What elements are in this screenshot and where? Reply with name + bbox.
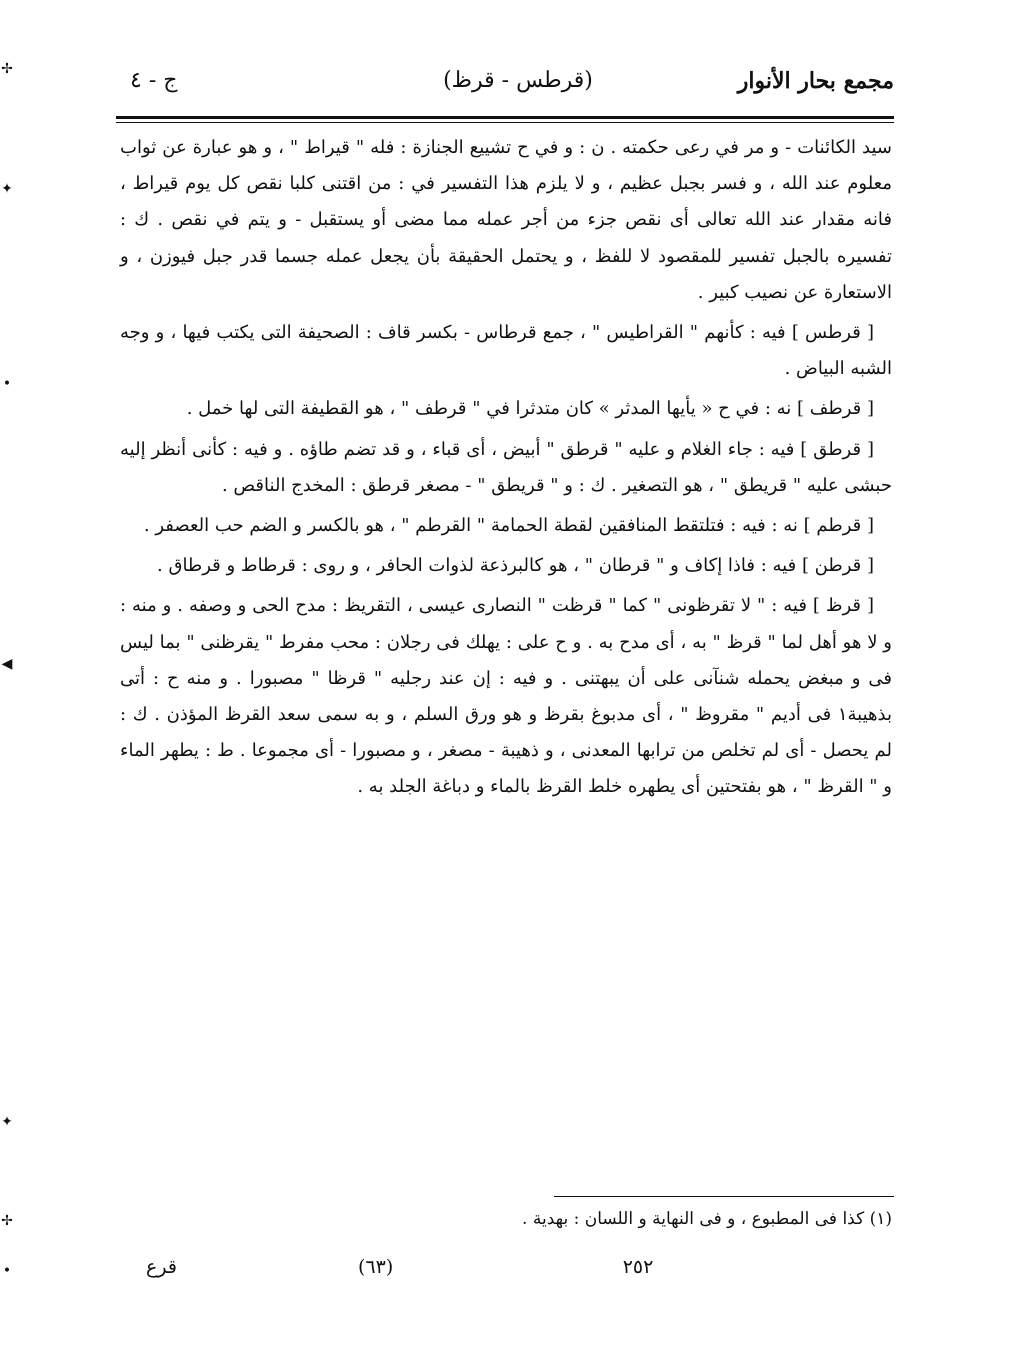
text-line: و يحتمل الحقيقة بأن يجعل عمله جسما قدر جبل فيوزن ، و الاستعارة عن نصيب كبير .: [120, 245, 892, 303]
page-footer: [118, 1256, 894, 1292]
margin-mark-icon: ✦: [1, 1114, 13, 1130]
main-text: [120, 130, 892, 1190]
margin-mark-icon: •: [2, 1263, 12, 1279]
footnote-rule: [554, 1196, 894, 1197]
page-header: [118, 68, 894, 112]
entry-qartaf: [ قرطف ] نه : في ح « يأيها المدثر » كان متدثرا في " قرطف " ، هو القطيفة التى لها خمل .: [186, 398, 874, 420]
text-line: و هو عبارة عن ثواب معلوم عند الله ، و فسر بجبل عظيم ، و لا يلزم هذا التفسير في :: [120, 137, 893, 195]
entry-qaraz: [ قرظ ] فيه : " لا تقرظونى " كما " قرظت " النصارى عيسى ، التقريظ : مدح الحى و وصفه . و منه : و لا هو أهل لما " قرظ " به ، أى مدح به . و ح على : يهلك فى رجلان : محب مفرط " يقرظنى " بما ليس فى و مبغض يحمله شنآنى على أن يبهتنى . و فيه : إن عند رجليه " قرظا " مصبورا . و منه ح : أتى بذهيبة١ فى أديم " مقروظ " ، أى مدبوغ بقرظ و هو ورق السلم ، و به سمى سعد القرظ المؤذن . ك : لم يحصل - أى لم تخلص من ترابها المعدنى ، و ذهيبة - مصغر ، و مصبورا - أى مجموعا . ط : يطهر الماء و " القرظ " ، هو بفتحتين أى يطهره خلط القرظ بالماء و دباغة الجلد به .: [120, 595, 892, 798]
margin-mark-icon: ◀: [1, 656, 13, 672]
section-title: (قرطس - قرظ): [443, 68, 593, 93]
header-rule-thin: [116, 122, 894, 123]
margin-mark-icon: •: [2, 376, 12, 392]
text-line: عمله مما مضى أو يستقبل - و يتم في نقص . ك : تفسيره بالجبل تفسير للمقصود لا للفظ ،: [120, 209, 892, 267]
header-rule-thick: [116, 116, 894, 119]
footnote: (١) كذا فى المطبوع ، و فى النهاية و اللسان : بهدية .: [522, 1209, 892, 1229]
book-title: مجمع بحار الأنوار: [737, 68, 894, 94]
entry-qirtas: [ قرطس ] فيه : كأنهم " القراطيس " ، جمع قرطاس - بكسر قاف : الصحيفة التى يكتب فيها ، و وجه الشبه البياض .: [120, 322, 892, 380]
margin-mark-icon: ✢: [1, 1213, 13, 1229]
opening-paragraph: [120, 130, 892, 311]
catchword: قرع: [146, 1256, 177, 1278]
entry-qirtim: [ قرطم ] نه : فيه : فتلتقط المنافقين لقطة الحمامة " القرطم " ، هو بالكسر و الضم حب العصفر .: [143, 515, 874, 537]
volume-label: ج - ٤: [130, 68, 178, 93]
text-line: سيد الكائنات - و مر في رعى حكمته . ن : و في ح تشييع الجنازة : فله " قيراط " ،: [278, 137, 892, 158]
page-number: ٢٥٢: [622, 1256, 654, 1278]
text-line: من اقتنى كلبا نقص كل يوم قيراط ، فانه مقدار عند الله تعالى أى نقص جزء من أجر: [120, 173, 893, 231]
entry-qartan: [ قرطن ] فيه : فاذا إكاف و " قرطان " ، هو كالبرذعة لذوات الحافر ، و روى : قرطاط و قرطاق .: [157, 555, 874, 577]
entry-qurtuq: [ قرطق ] فيه : جاء الغلام و عليه " قرطق " أبيض ، أى قباء ، و قد تضم طاؤه . و فيه : كأنى أنظر إليه حبشى عليه " قريطق " ، هو التصغير . ك : و " قريطق " - مصغر قرطق : المخدج الناقص .: [120, 438, 892, 496]
margin-mark-icon: ✢: [1, 61, 13, 77]
signature-number: (٦٣): [358, 1256, 394, 1278]
margin-mark-icon: ✦: [1, 181, 13, 197]
